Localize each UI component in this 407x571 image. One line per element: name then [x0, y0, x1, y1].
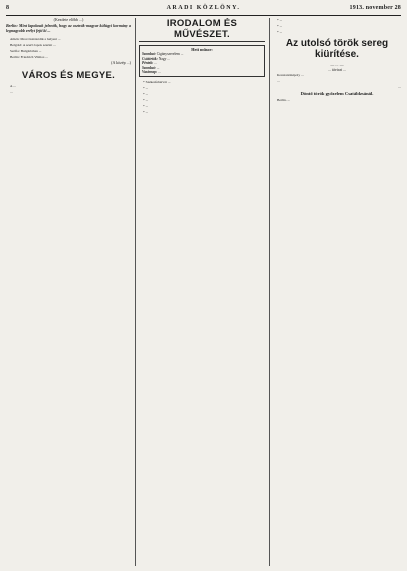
news-paragraph: * ... — [143, 98, 149, 103]
news-paragraph: * ... — [277, 24, 283, 28]
news-paragraph: * ... — [277, 30, 283, 34]
theater-program-box — [139, 45, 265, 77]
news-paragraph: ... — [277, 78, 280, 83]
column-rule — [135, 18, 136, 566]
section-title: IRODALOM ÉS MŰVÉSZET. — [139, 18, 265, 42]
news-paragraph: Berlin. ... — [277, 97, 291, 102]
program-heading: Heti műsor: — [191, 47, 213, 52]
news-paragraph: Athén: Most tisztázódik a helyzet ... — [10, 37, 61, 41]
article-end-mark: ... — [398, 83, 401, 89]
program-day: Szombat: — [142, 65, 156, 70]
news-paragraph: * ... — [143, 110, 149, 115]
news-paragraph: Berlin: Friedrich Vilmos ... — [10, 55, 48, 59]
news-paragraph: Konstantinápoly ... — [277, 72, 304, 77]
program-title: Cigányszerelem ... — [156, 52, 184, 57]
lead-paragraph: Berlin: Mint lapoknak jelentik, hogy az osztrák-magyar külügyi kormány a legnagyobb erélyt fejti ki ... — [6, 23, 131, 34]
column-1 — [6, 18, 131, 566]
news-paragraph: * ... — [143, 92, 149, 97]
program-title: ... — [156, 65, 160, 70]
section-title: VÁROS ÉS MEGYE. — [21, 70, 116, 82]
column-rule — [269, 18, 270, 566]
article-end-mark: (A közép ...) — [111, 60, 131, 65]
column-2 — [139, 18, 265, 566]
masthead — [6, 5, 401, 16]
continuation-note: (Kezdete előbb ...) — [53, 18, 84, 22]
program-day: Vasárnap: — [142, 70, 158, 75]
news-paragraph: * ... — [143, 86, 149, 91]
program-day: Péntek: — [142, 61, 154, 66]
page-number: 8 — [6, 5, 10, 11]
news-paragraph: * ... — [143, 104, 149, 109]
article-headline: Döntő török győzelem Csatáldzsánál. — [300, 91, 374, 97]
program-day: Csütörtök: — [142, 56, 158, 61]
news-paragraph: Belgrád: A szerb lapok szerint ... — [10, 43, 56, 47]
article-subheadline: — ... — — [330, 62, 344, 68]
news-paragraph: * ... — [277, 18, 283, 22]
paper-title: ARADI KÖZLÖNY. — [166, 5, 241, 11]
column-3 — [273, 18, 401, 566]
program-title: ... — [158, 70, 161, 75]
program-day: Szombat: — [142, 52, 156, 57]
issue-date: 1913. november 28 — [349, 5, 401, 11]
article-credit: ... távirat ... — [327, 67, 347, 73]
program-title: Nagy ... — [158, 56, 171, 61]
news-paragraph: * Székesfehérvár ... — [143, 80, 171, 85]
program-row — [142, 70, 262, 74]
article-headline: Az utolsó török sereg kiürítése. — [285, 38, 389, 61]
news-paragraph: Szófia: Bulgáriában ... — [10, 49, 42, 53]
news-paragraph: A ... — [10, 84, 16, 89]
news-paragraph: ... — [10, 90, 13, 95]
program-title: ... — [154, 61, 157, 66]
